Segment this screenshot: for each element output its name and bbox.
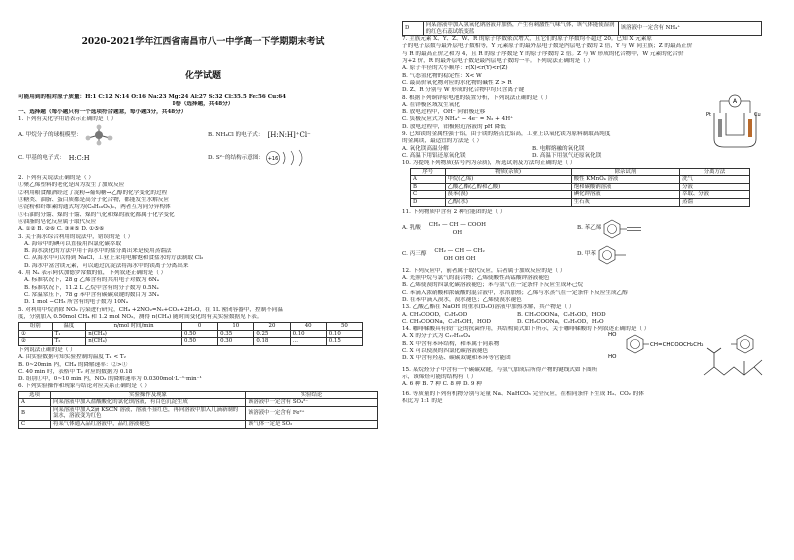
table-cell: 0.10 xyxy=(326,330,362,338)
sulfide-ion-structure-icon xyxy=(264,149,312,167)
table-header-row xyxy=(411,168,750,176)
q5-item: D. 组别①中，0~10 min 内，NO₂ 的降解速率为 0.0300mol·L⁻¹·min⁻¹ xyxy=(18,376,202,383)
q14-item: D. X 中含有羟基、碳碳双键和苯环等官能团 xyxy=(402,355,511,362)
q7-item: C. 最高价氧化物对应的水化物的碱性 Z > R xyxy=(402,79,512,86)
q9-stem: 9. 已知镁的金属性强于铝，由于镁的熔点比铝高，工业上以氧化镁为原料制取高纯度 xyxy=(402,131,611,138)
table-cell: 甲烷(乙烯) xyxy=(445,176,571,184)
q13-option-c: C. CH₃COONa，C₂H₅OH，HOD xyxy=(402,318,491,325)
table-cell: 该溶液中一定含有 SO₄²⁻ xyxy=(246,399,378,407)
table-row xyxy=(19,421,378,429)
table-row xyxy=(19,399,378,407)
q11-row-cd xyxy=(402,242,777,268)
table-cell: 该溶液中一定含有 Fe²⁺ xyxy=(246,406,378,420)
q12-item: A. 光照甲烷与氯气的混合物；乙烯使酸性高锰酸钾溶液褪色 xyxy=(402,275,550,282)
q1-option-a xyxy=(18,124,208,146)
struct-chain: CH=CHCOOCH₂CH₂ xyxy=(650,342,704,349)
q13-options-ab xyxy=(402,312,777,319)
section-one-heading: 一、选择题（每小题只有一个选项符合题意，每小题3分，共48分） xyxy=(18,108,187,115)
q15-line-2: 示，该烯烃可能的结构有（ ） xyxy=(402,373,477,380)
q15-stem: 15. 某烷烃分子中含有一个碳碳双键，与氢气加成后所得产物的键线式如下图所 xyxy=(402,366,598,373)
q12-item: C. 苯滴入浓硝酸和浓硫酸的混合液中，水浴加热；乙烯与水蒸气在一定条件下反应生成乙醇 xyxy=(402,289,628,296)
table-cell: 0.25 xyxy=(254,330,290,338)
q2-item: ⑤石油的分馏、煤的干馏、煤的气化和煤的液化都属于化学变化 xyxy=(18,211,175,218)
section-title: Ⅰ卷（选择题，共48分） xyxy=(172,101,234,108)
q2-item: ③糖类、油脂、蛋白质都是高分子化合物，都能发生水解反应 xyxy=(18,197,170,204)
q7-item: A. 原子半径的大小顺序：r(X)<r(Y)<r(Z) xyxy=(402,65,508,72)
lactic-acid-structure xyxy=(429,221,486,237)
table-header-cell: 20 xyxy=(254,323,290,331)
q4-item: A. 标准状况下，28 g 乙烯含有的共用电子对数为 6Nₐ xyxy=(24,277,159,284)
q11-a-label: A. 乳酸 xyxy=(402,225,421,232)
q1-d-label: D. S²⁻的结构示意图： xyxy=(208,154,265,161)
q11-stem: 11. 下列物质中含有 2 种官能团的是（ ） xyxy=(402,208,506,215)
table-cell: 酸性 KMnO₄ 溶液 xyxy=(571,176,679,184)
q8-stem: 8. 根据下列铜锌原电池的装置分析，下列说法正确的是（ ） xyxy=(402,94,551,101)
cu-electrode-icon xyxy=(748,119,752,137)
q11-a-struct-bottom: OH xyxy=(452,229,463,236)
q3-item: B. 海水淡化的方法中用于海水中的盐分离出来是使用蒸馏法 xyxy=(24,248,172,255)
q1-row-ab xyxy=(18,123,388,147)
table-cell: … xyxy=(290,338,326,346)
table-cell: ① xyxy=(19,330,53,338)
q5-item: A. 由实验数据可知实验控制的温度 T₁ < T₂ xyxy=(18,354,126,361)
table-cell: T₁ xyxy=(52,330,86,338)
table-row xyxy=(411,191,750,199)
table-cell: D xyxy=(403,22,424,36)
q13-option-b: B. CH₃COONa，C₂H₅OD，HOD xyxy=(517,311,606,318)
q10-stem: 10. 为提纯下列物质(括号内为杂质)，所选试剂及方法均正确的是（ ） xyxy=(402,160,576,167)
table-cell: 该气体一定是 SO₂ xyxy=(246,421,378,429)
q1-d-nucleus: +16 xyxy=(267,156,279,163)
q14-stem: 14. 咖啡鞣酸具有较广泛的抗菌作用，其结构简式如下所示，关于咖啡鞣酸的下列叙述正确的是（ ） xyxy=(402,326,650,333)
q3-item: D. 海水中富含镁元素，可以通过沉淀法将海水中的镁离子分离出来 xyxy=(24,262,189,269)
glycerol-structure xyxy=(434,247,484,263)
q15-block xyxy=(402,367,777,389)
q1-option-b xyxy=(208,132,311,139)
struct-oh-top: HO xyxy=(608,332,617,339)
q6-table xyxy=(18,391,378,429)
q5-stem-2: 度，分别加入 0.50mol CH₄ 和 1.2 mol NO₂，测得 n(CH₄) 随时间变化的有关实验数据见下表。 xyxy=(18,313,263,320)
q9-line-2: 的金属镁，最适宜的方法是（ ） xyxy=(402,138,483,145)
q12-item: D. 在苯中滴入溴水，溴水褪色；乙烯使溴水褪色 xyxy=(402,296,522,303)
table-header-cell: 实验结论 xyxy=(246,391,378,399)
q11-c-struct-top: CH₂ — CH — CH₂ xyxy=(434,247,485,254)
q9-option-d: D. 高温下用氢气还原氧化镁 xyxy=(532,152,602,159)
q15-options: A. 6 种 B. 7 种 C. 8 种 D. 9 种 xyxy=(402,381,482,388)
table-cell: 饱和碳酸钠溶液 xyxy=(571,183,679,191)
q1-option-c xyxy=(18,155,208,162)
table-cell: ② xyxy=(19,338,53,346)
q8-item: D. 放电过程中，铂极附近溶液的 pH 降低 xyxy=(402,123,506,130)
q14-item: C. X 可以使溴的四氯化碳溶液褪色 xyxy=(402,348,489,355)
q11-d-label: D. 甲苯 xyxy=(577,251,597,258)
table-header-row xyxy=(19,323,363,331)
table-header-cell: 除杂试剂 xyxy=(571,168,679,176)
q4-stem: 4. 用 Nₐ 表示阿伏加德罗常数的值，下列叙述正确的是（ ） xyxy=(18,270,167,277)
q7-item: D. Z、R 分别与 W 形成的化合物中均只含离子键 xyxy=(402,87,525,94)
q12-item: B. 乙烯使溴的四氯化碳溶液褪色；苯与氢气在一定条件下反应生成环己烷 xyxy=(402,282,584,289)
table-row xyxy=(19,406,378,420)
table-cell: 0.15 xyxy=(326,338,362,346)
table-cell: 0.35 xyxy=(218,330,254,338)
table-cell: 向某溶液中加入2滴 KSCN 溶液，溶液不显红色，再向溶液中加入几滴新制的氯水，溶液变为红色 xyxy=(51,406,246,420)
q11-row-ab xyxy=(402,216,777,242)
q6-stem: 6. 下列实验操作和现象与结论对应关系正确的是（ ） xyxy=(18,383,150,390)
table-cell: 0.10 xyxy=(290,330,326,338)
q11-option-b xyxy=(577,218,647,240)
table-header-cell: 10 xyxy=(218,323,254,331)
q13-options-cd xyxy=(402,319,777,326)
table-header-cell: 物质(杂质) xyxy=(445,168,571,176)
table-cell: n(CH₄) xyxy=(86,338,182,346)
subject-title: 化学试题 xyxy=(184,71,221,81)
table-header-cell: 40 xyxy=(290,323,326,331)
right-electrode-label: Cu xyxy=(754,111,761,118)
q13-option-d: D. CH₃COONa，C₂H₅OD，H₂O xyxy=(517,318,604,325)
galvanic-cell-diagram xyxy=(702,93,768,149)
table-cell: C xyxy=(411,191,446,199)
table-cell: 将某气体通入品红溶液中，品红溶液褪色 xyxy=(51,421,246,429)
q1-b-formula: [H:N:H]⁺Cl⁻ xyxy=(267,130,311,139)
table-cell: n(CH₄) xyxy=(86,330,182,338)
table-row xyxy=(411,198,750,206)
table-header-cell: 分离方法 xyxy=(680,168,750,176)
table-header-cell: n/mol 时间/min xyxy=(86,323,182,331)
q3-item: A. 海带中的碘可以直接用四氯化碳萃取 xyxy=(24,240,122,247)
q16-stem: 16. 等质量的下列有机物分别与足量 Na、NaHCO₃ 完全反应，在相同条件下生成 H₂、CO₂ 的体 xyxy=(402,390,644,397)
table-row xyxy=(19,330,363,338)
q11-option-c xyxy=(402,247,577,263)
q13-option-a: A. CH₃COOD，C₂H₅OD xyxy=(402,311,468,318)
q9-option-c: C. 高温下用铝还原氧化镁 xyxy=(402,152,466,159)
table-cell: 0.30 xyxy=(218,338,254,346)
q1-b-label: B. NH₄Cl 的电子式： xyxy=(208,131,264,138)
q4-item: B. 标准状况下，11.2 L 乙烷中含有的分子数为 0.5Nₐ xyxy=(24,284,159,291)
q8-item: C. 负极反应式为 NH₄⁺ − 4e⁻ = N₂ + 4H⁺ xyxy=(402,116,514,123)
q5-item: C. 40 min 时，表格中 T₂ 对应的数据为 0.18 xyxy=(18,368,133,375)
table-cell: 分液 xyxy=(680,183,750,191)
table-cell: D xyxy=(411,198,446,206)
table-cell: 萃取、分液 xyxy=(680,191,750,199)
atomic-masses: 可能用到的相对原子质量：H:1 C:12 N:14 O:16 Na:23 Mg:24 Al:27 S:32 Cl:35.5 Fe:56 Cu:64 xyxy=(18,94,287,100)
q1-stem: 1. 下列有关化学用语表示正确的是（ ） xyxy=(18,115,117,122)
table-cell: 该溶液中一定含有 NH₄⁺ xyxy=(618,22,761,36)
q2-item: ④淀粉和纤维素的通式均为(C₆H₁₀O₅)ₙ，两者互为同分异构体 xyxy=(18,204,171,211)
q11-a-struct-top: CH₃ — CH — COOH xyxy=(428,221,486,228)
table-header-cell: 50 xyxy=(326,323,362,331)
table-cell: 蒸馏 xyxy=(680,198,750,206)
q1-c-formula: H:C:H xyxy=(68,153,90,162)
q16-line-2: 积比为 1:1 的是 xyxy=(402,397,443,404)
q13-stem: 13. 乙酸乙酯在 NaOH 的重水(D₂O)溶液中加热水解，其产物是（ ） xyxy=(402,304,575,311)
table-cell: 乙醇(水) xyxy=(445,198,571,206)
table-cell: 生石灰 xyxy=(571,198,679,206)
q8-item: B. 放电过程中，OH⁻ 向铂极迁移 xyxy=(402,109,486,116)
table-cell: A xyxy=(411,176,446,184)
table-cell: 向某溶液中加入氢氧化钠溶液并加热，产生有刺激性气味气体，该气体能使湿润的红色石蕊试纸变蓝 xyxy=(423,22,618,36)
q6-table-continued xyxy=(402,21,762,36)
q8-block xyxy=(402,95,777,131)
q5-data-table xyxy=(18,322,363,346)
q1-row-cd xyxy=(18,147,388,169)
table-header-cell: 序号 xyxy=(411,168,446,176)
right-column xyxy=(402,21,777,405)
table-header-cell: 温度 xyxy=(52,323,86,331)
exam-title: 2020-2021学年江西省南昌市八一中学高一下学期期末考试 xyxy=(81,37,325,47)
table-cell: 向某溶液中加入盐酸酸化的氯化钡溶液，有白色沉淀生成 xyxy=(51,399,246,407)
q2-options: A. ①② B. ②⑥ C. ③④⑤ D. ①⑤⑥ xyxy=(18,226,105,233)
q2-item: ⑥油脂的皂化反应属于取代反应 xyxy=(18,218,97,225)
table-header-row xyxy=(19,391,378,399)
q4-item: C. 常温常压下，78 g 苯中含有碳碳双键的数目为 3Nₐ xyxy=(24,291,159,298)
q14-item: B. X 中含有苯环结构，和苯属于同系物 xyxy=(402,340,500,347)
ammeter-label: A xyxy=(732,97,738,105)
table-cell: B xyxy=(411,183,446,191)
q10-table xyxy=(410,168,750,207)
table-row xyxy=(19,338,363,346)
q2-stem: 2. 下列有关说法正确的是（ ） xyxy=(18,175,95,182)
q4-item: D. 1 mol −CH₃ 所含有的电子数为 10Nₐ xyxy=(24,299,128,306)
table-cell: 溴苯(溴) xyxy=(445,191,571,199)
q11-c-struct-bottom: OH OH OH xyxy=(443,255,476,262)
left-column xyxy=(18,34,388,429)
toluene-structure-icon xyxy=(596,244,632,266)
table-row xyxy=(403,22,762,36)
q9-option-a: A. 氧化镁高温分解 xyxy=(402,145,449,152)
q7-line: 与 R 的最高正价之和为 4，且 R 的原子序数是 Y 的原子序数的 2 倍。Z 与 W 形成的化合物中，W 元素的化合价 xyxy=(402,50,684,57)
q1-option-d xyxy=(208,149,312,167)
q5-item: B. 0~20min 内，CH₄ 的降解速率：②>① xyxy=(18,361,128,368)
table-cell: T₂ xyxy=(52,338,86,346)
table-cell: 洗气 xyxy=(680,176,750,184)
q9-option-b: B. 电解熔融的氧化镁 xyxy=(532,145,585,152)
q11-option-a xyxy=(402,221,577,237)
q11-option-d xyxy=(577,244,632,266)
table-cell: B xyxy=(19,406,51,420)
table-header-cell: 组别 xyxy=(19,323,53,331)
q8-item: A. 在锌极区域发生氧化 xyxy=(402,101,460,108)
q14-item: A. X 的分子式为 C₁₇H₁₆O₄ xyxy=(402,333,471,340)
q5-prompt: 下列说法正确的是（ ） xyxy=(18,346,76,353)
table-header-cell: 选项 xyxy=(19,391,51,399)
pt-electrode-icon xyxy=(718,119,722,137)
q11-b-label: B. 苯乙烯 xyxy=(577,225,602,232)
q7-stem: 7. 主族元素 X、Y、Z、W、R 的原子序数依次增大，且它们的原子序数均不超过 20。已知 X 元素原 xyxy=(402,36,653,43)
q1-c-label: C. 甲基的电子式： xyxy=(18,154,65,161)
table-cell: A xyxy=(19,399,51,407)
table-header-cell: 实验操作及现象 xyxy=(51,391,246,399)
table-cell: C xyxy=(19,421,51,429)
q12-stem: 12. 下列反应中，前者属于取代反应，后者属于加成反应的是（ ） xyxy=(402,267,566,274)
q9-options-cd xyxy=(402,153,777,160)
q7-line: 子的电子层数与最外层电子数相等，Y 元素原子的最外层电子数是内层电子数的 2 倍，Y 与 W 同主族；Z 的最高正价 xyxy=(402,43,693,50)
q2-item: ①聚乙烯塑料的老化是因为发生了加成反应 xyxy=(18,182,125,189)
left-electrode-label: Pt xyxy=(706,111,711,118)
table-cell: 0.50 xyxy=(181,330,217,338)
table-cell: 0.18 xyxy=(254,338,290,346)
table-cell: 0.50 xyxy=(181,338,217,346)
q7-line: 为+2 价，R 的最外层电子数是最内层电子数的一半。下列说法正确的是（ ） xyxy=(402,58,594,65)
q2-item: ②利用粮食酿酒经过了淀粉→葡萄糖→乙醇的化学变化的过程 xyxy=(18,189,168,196)
styrene-structure-icon xyxy=(601,218,647,240)
q3-item: C. 从海水中可以得到 NaCl，工业上采用电解饱和食盐水的方法制取 Cl₂ xyxy=(24,255,204,262)
q1-a-label: A. 甲烷分子的球棍模型： xyxy=(18,131,82,138)
q11-c-label: C. 丙三醇 xyxy=(402,251,427,258)
table-row xyxy=(411,176,750,184)
q3-stem: 3. 关于海水综合利用的说法中，错误的是（ ） xyxy=(18,233,134,240)
table-header-cell: 0 xyxy=(181,323,217,331)
table-cell: 碘化钾溶液 xyxy=(571,191,679,199)
struct-oh-bottom: HO xyxy=(608,354,617,361)
table-cell: 乙酸乙酯(乙醇和乙酸) xyxy=(445,183,571,191)
methane-ball-stick-icon xyxy=(82,124,116,146)
table-row xyxy=(411,183,750,191)
q5-stem: 5. 对利用甲烷消除 NO₂ 污染进行研究，CH₄ +2NO₂=N₂+CO₂+2H₂O，在 1L 密闭容器中，控制不同温 xyxy=(18,306,283,313)
alkane-skeletal-icon xyxy=(698,345,768,381)
q7-item: B. 气态氢化物的稳定性：X< W xyxy=(402,72,482,79)
